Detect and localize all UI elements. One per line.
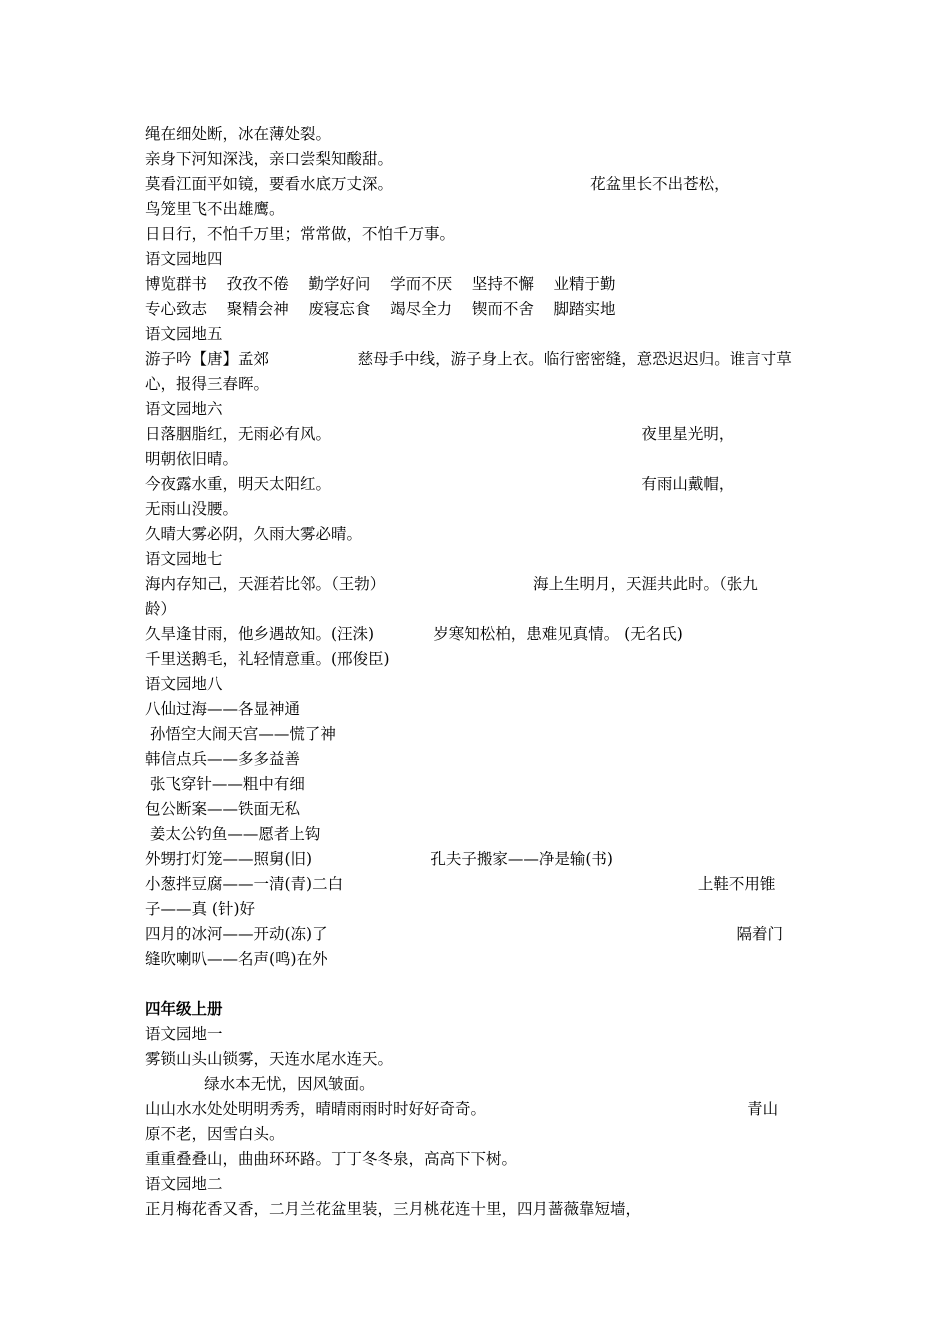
text-line: 绳在细处断，冰在薄处裂。 <box>145 125 332 143</box>
section-heading: 语文园地八 <box>145 675 223 693</box>
section-heading: 语文园地七 <box>145 550 223 568</box>
section-heading: 语文园地六 <box>145 400 223 418</box>
text-line: 心，报得三春晖。 <box>145 375 270 393</box>
text-line: 海内存知己，天涯若比邻。（王勃） 海上生明月，天涯共此时。（张九 <box>145 575 758 593</box>
text-line: 雾锁山头山锁雾，天连水尾水连天。 <box>145 1050 394 1068</box>
text-line: 专心致志 聚精会神 废寝忘食 竭尽全力 锲而不舍 脚踏实地 <box>145 300 616 318</box>
text-line: 亲身下河知深浅，亲口尝梨知酸甜。 <box>145 150 394 168</box>
text-line: 重重叠叠山，曲曲环环路。丁丁冬冬泉，高高下下树。 <box>145 1150 518 1168</box>
section-heading: 语文园地二 <box>145 1175 223 1193</box>
text-line: 缝吹喇叭——名声(鸣)在外 <box>145 950 328 968</box>
grade-heading: 四年级上册 <box>145 1000 223 1018</box>
text-line: 博览群书 孜孜不倦 勤学好问 学而不厌 坚持不懈 业精于勤 <box>145 275 616 293</box>
section-heading: 语文园地一 <box>145 1025 223 1043</box>
text-line: 四月的冰河——开动(冻)了 隔着门 <box>145 925 784 943</box>
text-line: 鸟笼里飞不出雄鹰。 <box>145 200 285 218</box>
text-line: 千里送鹅毛，礼轻情意重。(邢俊臣) <box>145 650 390 668</box>
text-line: 山山水水处处明明秀秀，晴晴雨雨时时好好奇奇。 青山 <box>145 1100 779 1118</box>
text-line: 外甥打灯笼——照舅(旧) 孔夫子搬家——净是输(书) <box>145 850 613 868</box>
text-line: 孙悟空大闹天宫——慌了神 <box>145 725 336 743</box>
text-line: 韩信点兵——多多益善 <box>145 750 301 768</box>
text-line: 龄） <box>145 600 177 618</box>
text-line: 子——真 (针)好 <box>145 900 256 918</box>
text-line: 正月梅花香又香，二月兰花盆里装，三月桃花连十里，四月蔷薇靠短墙， <box>145 1200 642 1218</box>
text-line: 明朝依旧晴。 <box>145 450 239 468</box>
text-line: 游子吟【唐】孟郊 慈母手中线，游子身上衣。临行密密缝，意恐迟迟归。谁言寸草 <box>145 350 792 368</box>
text-line: 莫看江面平如镜，要看水底万丈深。 花盆里长不出苍松， <box>145 175 730 193</box>
text-line: 原不老，因雪白头。 <box>145 1125 285 1143</box>
text-line: 张飞穿针——粗中有细 <box>145 775 305 793</box>
text-line: 日落胭脂红，无雨必有风。 夜里星光明， <box>145 425 735 443</box>
text-line: 小葱拌豆腐——一清(青)二白 上鞋不用锥 <box>145 875 776 893</box>
text-line: 姜太公钓鱼——愿者上钩 <box>145 825 321 843</box>
section-heading: 语文园地四 <box>145 250 223 268</box>
text-line: 绿水本无忧，因风皱面。 <box>145 1075 375 1093</box>
text-line: 日日行，不怕千万里；常常做，不怕千万事。 <box>145 225 456 243</box>
text-line: 久旱逢甘雨，他乡遇故知。(汪洙) 岁寒知松柏，患难见真情。 (无名氏) <box>145 625 683 643</box>
text-line: 久晴大雾必阴，久雨大雾必晴。 <box>145 525 363 543</box>
text-line: 八仙过海——各显神通 <box>145 700 301 718</box>
text-line: 包公断案——铁面无私 <box>145 800 301 818</box>
section-heading: 语文园地五 <box>145 325 223 343</box>
text-line: 今夜露水重，明天太阳红。 有雨山戴帽， <box>145 475 735 493</box>
text-line: 无雨山没腰。 <box>145 500 239 518</box>
